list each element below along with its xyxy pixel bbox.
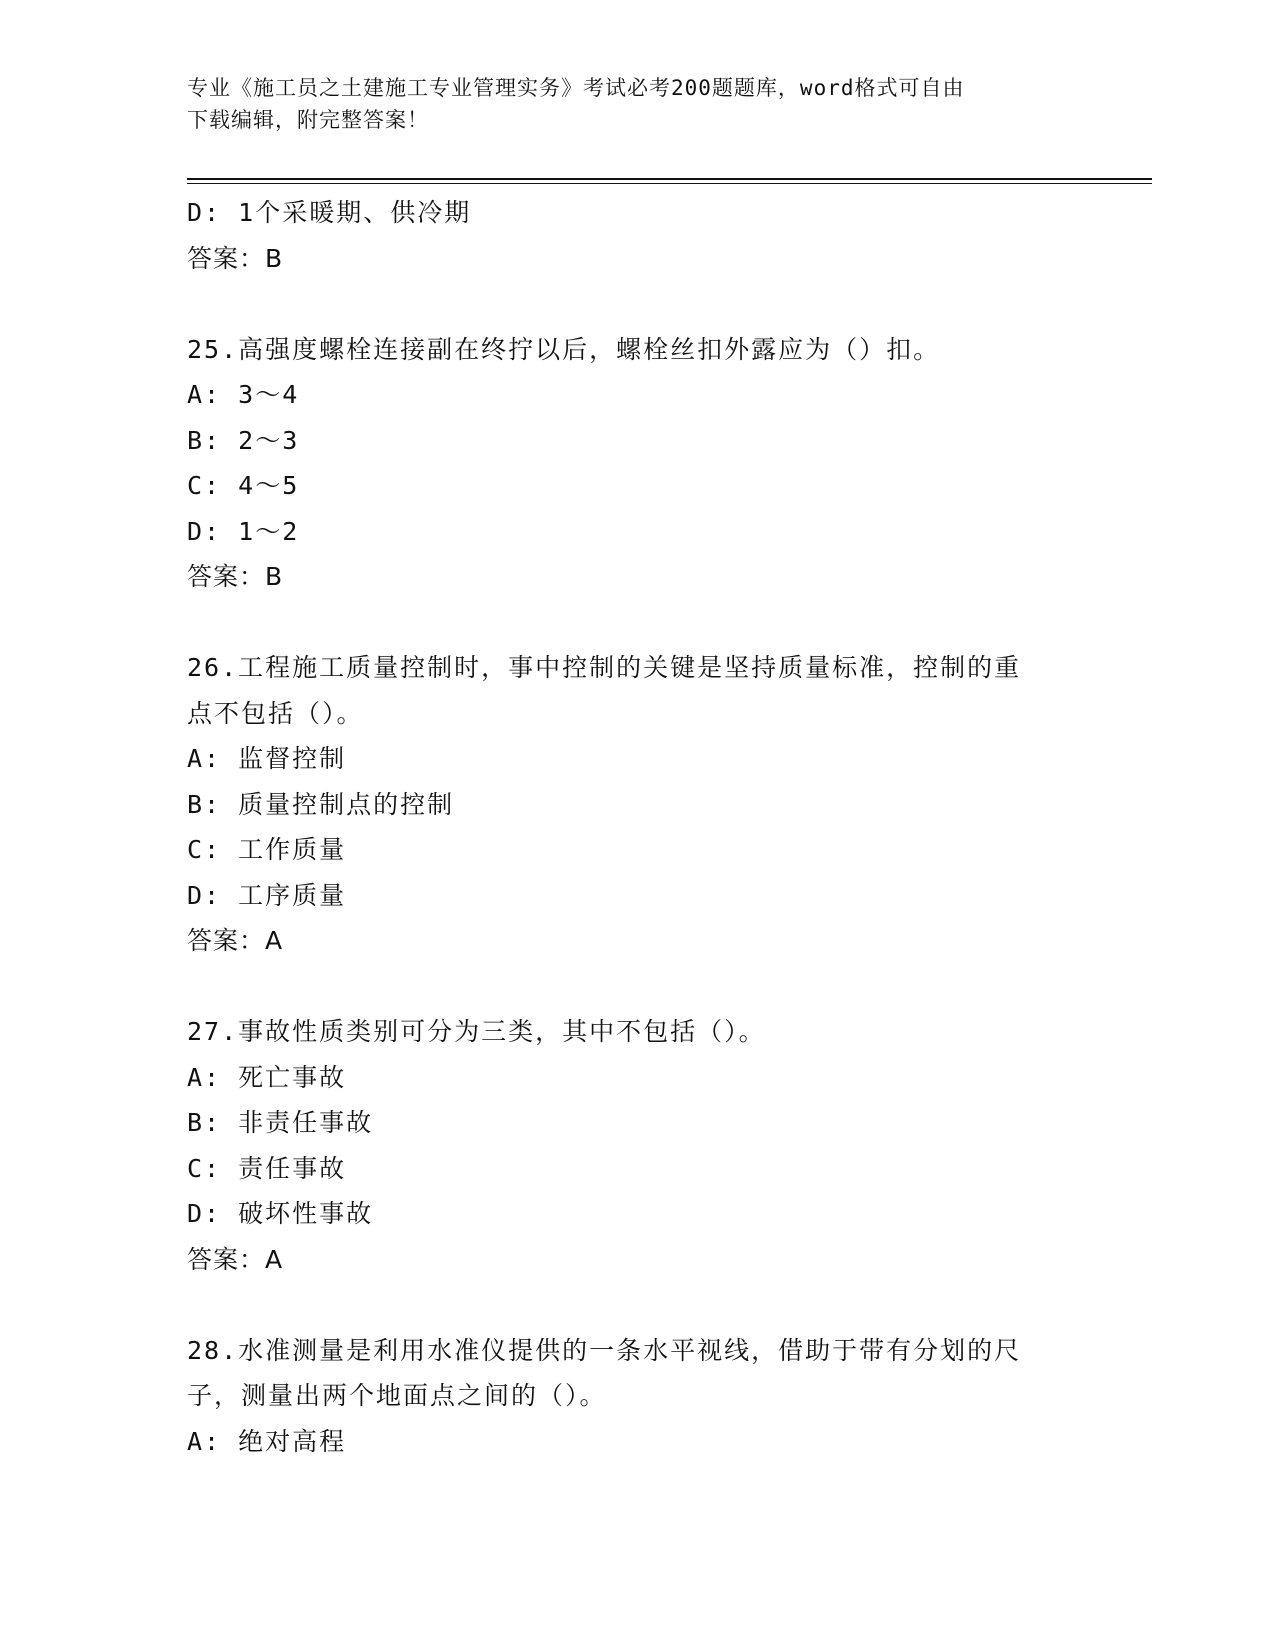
question-stem: 27.事故性质类别可分为三类，其中不包括（）。 bbox=[187, 1017, 766, 1046]
option-c: C: 责任事故 bbox=[187, 1153, 347, 1183]
question-26 bbox=[187, 645, 1087, 964]
option-a: A: 3～4 bbox=[187, 380, 300, 409]
question-stem-line-2: 点不包括（）。 bbox=[187, 698, 364, 728]
prev-question-answer: 答案：B bbox=[187, 243, 284, 273]
answer: 答案：A bbox=[187, 1244, 284, 1274]
option-d: D: 工序质量 bbox=[187, 880, 347, 910]
option-a: A: 死亡事故 bbox=[187, 1062, 347, 1092]
question-27 bbox=[187, 1009, 1087, 1282]
header-divider-thick bbox=[187, 178, 1152, 180]
question-stem-line-2: 子，测量出两个地面点之间的（）。 bbox=[187, 1381, 607, 1410]
question-list bbox=[187, 190, 1087, 1464]
question-stem: 25.高强度螺栓连接副在终拧以后，螺栓丝扣外露应为（）扣。 bbox=[187, 334, 941, 364]
question-spacer bbox=[187, 600, 1087, 646]
option-c: C: 4～5 bbox=[187, 471, 300, 500]
question-stem-line-1: 28.水准测量是利用水准仪提供的一条水平视线，借助于带有分划的尺 bbox=[187, 1335, 1022, 1365]
header-divider-thin bbox=[187, 183, 1152, 184]
option-b: B: 2～3 bbox=[187, 425, 300, 455]
option-a: A: 绝对高程 bbox=[187, 1426, 347, 1456]
question-stem-line-1: 26.工程施工质量控制时，事中控制的关键是坚持质量标准，控制的重 bbox=[187, 653, 1022, 682]
question-28 bbox=[187, 1328, 1087, 1465]
answer: 答案：B bbox=[187, 562, 284, 591]
option-d: D: 破坏性事故 bbox=[187, 1199, 374, 1228]
question-25 bbox=[187, 327, 1087, 600]
prev-question-option-d: D: 1个采暖期、供冷期 bbox=[187, 198, 472, 227]
document-header bbox=[187, 72, 1067, 136]
header-line-2: 下载编辑，附完整答案！ bbox=[187, 108, 429, 132]
answer: 答案：A bbox=[187, 926, 284, 955]
option-b: B: 质量控制点的控制 bbox=[187, 789, 455, 819]
question-spacer bbox=[187, 1282, 1087, 1328]
question-spacer bbox=[187, 964, 1087, 1010]
option-a: A: 监督控制 bbox=[187, 744, 347, 773]
header-line-1: 专业《施工员之土建施工专业管理实务》考试必考200题题库，word格式可自由 bbox=[187, 76, 965, 100]
option-b: B: 非责任事故 bbox=[187, 1108, 374, 1137]
question-spacer bbox=[187, 281, 1087, 327]
option-d: D: 1～2 bbox=[187, 516, 300, 546]
option-c: C: 工作质量 bbox=[187, 835, 347, 864]
